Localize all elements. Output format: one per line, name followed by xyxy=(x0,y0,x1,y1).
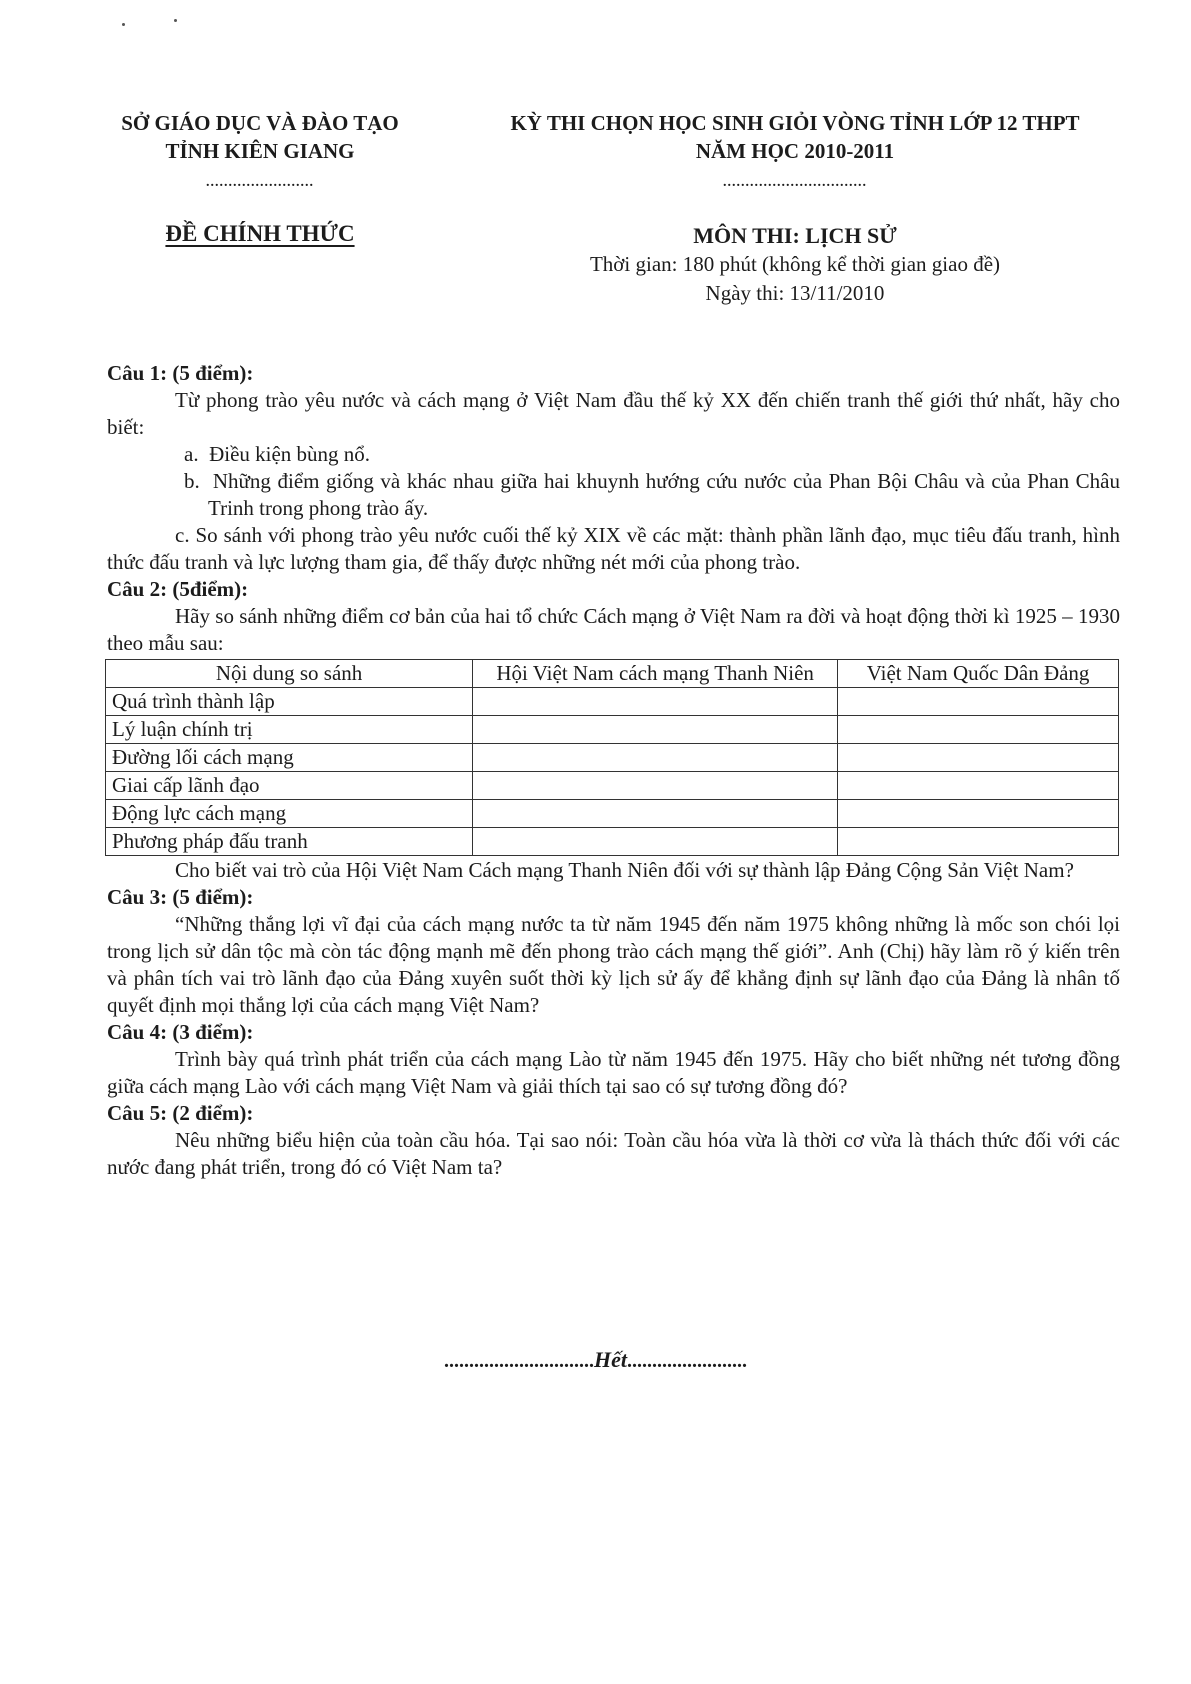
table-row xyxy=(106,828,1119,856)
question-1-intro: Từ phong trào yêu nước và cách mạng ở Việt Nam đầu thế kỷ XX đến chiến tranh thế giới thứ nhất, hãy cho biết: xyxy=(107,388,1120,439)
table-header-cell: Hội Việt Nam cách mạng Thanh Niên xyxy=(473,660,838,688)
table-row xyxy=(106,688,1119,716)
school-year: NĂM HỌC 2010-2011 xyxy=(695,139,895,163)
department-name: SỞ GIÁO DỤC VÀ ĐÀO TẠO xyxy=(121,111,399,135)
exam-separator: ................................ xyxy=(723,175,867,190)
table-row xyxy=(106,772,1119,800)
table-row-label: Lý luận chính trị xyxy=(106,716,473,744)
scan-speck xyxy=(122,23,125,26)
question-1-heading: Câu 1: (5 điểm): xyxy=(107,361,254,385)
province-name: TỈNH KIÊN GIANG xyxy=(165,139,355,163)
question-1-item-c: c. So sánh với phong trào yêu nước cuối thế kỷ XIX về các mặt: thành phần lãnh đạo, mục tiêu đấu tranh, hình thức đấu tranh và lực lượng tham gia, để thấy được những nét mới của phong trào. xyxy=(107,523,1120,574)
end-dots-right: ........................ xyxy=(627,1350,747,1372)
question-1-item-b: b. Những điểm giống và khác nhau giữa hai khuynh hướng cứu nước của Phan Bội Châu và của Phan Châu Trinh trong phong trào ấy. xyxy=(184,469,1120,520)
table-row-label: Giai cấp lãnh đạo xyxy=(106,772,473,800)
question-2-intro: Hãy so sánh những điểm cơ bản của hai tổ chức Cách mạng ở Việt Nam ra đời và hoạt động thời kì 1925 – 1930 theo mẫu sau: xyxy=(107,604,1120,655)
question-5-text: Nêu những biểu hiện của toàn cầu hóa. Tại sao nói: Toàn cầu hóa vừa là thời cơ vừa là thách thức đối với các nước đang phát triển, trong đó có Việt Nam ta? xyxy=(107,1128,1120,1179)
exam-title: KỲ THI CHỌN HỌC SINH GIỎI VÒNG TỈNH LỚP 12 THPT xyxy=(510,111,1080,135)
table-row-label: Quá trình thành lập xyxy=(106,688,473,716)
table-header-row xyxy=(106,660,1119,688)
question-1-item-a: a. Điều kiện bùng nổ. xyxy=(184,442,371,466)
question-2-followup: Cho biết vai trò của Hội Việt Nam Cách mạng Thanh Niên đối với sự thành lập Đảng Cộng Sản Việt Nam? xyxy=(175,858,1074,882)
table-header-cell: Nội dung so sánh xyxy=(106,660,473,688)
table-row xyxy=(106,744,1119,772)
table-cell-empty xyxy=(473,716,838,744)
subject-title: MÔN THI: LỊCH SỬ xyxy=(693,223,897,248)
department-separator: ........................ xyxy=(206,175,314,190)
comparison-table xyxy=(105,659,1119,856)
end-marker xyxy=(0,1347,1191,1373)
table-cell-empty xyxy=(838,772,1119,800)
table-cell-empty xyxy=(473,828,838,856)
official-text: ĐỀ CHÍNH THỨC xyxy=(165,221,355,246)
table-cell-empty xyxy=(473,800,838,828)
table-cell-empty xyxy=(473,772,838,800)
department-header xyxy=(95,109,425,193)
scan-speck xyxy=(174,19,177,22)
table-row xyxy=(106,800,1119,828)
table-header-cell: Việt Nam Quốc Dân Đảng xyxy=(838,660,1119,688)
exam-header xyxy=(450,109,1140,193)
official-label xyxy=(95,221,425,247)
table-row-label: Đường lối cách mạng xyxy=(106,744,473,772)
question-2-heading: Câu 2: (5điểm): xyxy=(107,577,249,601)
question-3-text: “Những thắng lợi vĩ đại của cách mạng nước ta từ năm 1945 đến năm 1975 không những là mốc son chói lọi trong lịch sử dân tộc mà còn tác động mạnh mẽ đến phong trào cách mạng thế giới”. Anh (Chị) hãy làm rõ ý kiến trên và phân tích vai trò lãnh đạo của Đảng xuyên suốt thời kỳ lịch sử ấy để khẳng định sự lãnh đạo của Đảng là nhân tố quyết định mọi thắng lợi của cách mạng Việt Nam? xyxy=(107,912,1120,1017)
table-row-label: Động lực cách mạng xyxy=(106,800,473,828)
table-row xyxy=(106,716,1119,744)
exam-duration: Thời gian: 180 phút (không kể thời gian giao đề) xyxy=(589,252,1001,276)
table-cell-empty xyxy=(838,828,1119,856)
question-4-text: Trình bày quá trình phát triển của cách mạng Lào từ năm 1945 đến 1975. Hãy cho biết những nét tương đồng giữa cách mạng Lào với cách mạng Việt Nam và giải thích tại sao có sự tương đồng đó? xyxy=(107,1047,1120,1098)
question-3-heading: Câu 3: (5 điểm): xyxy=(107,885,254,909)
question-5-heading: Câu 5: (2 điểm): xyxy=(107,1101,254,1125)
subject-block xyxy=(450,221,1140,308)
end-dots-left: .............................. xyxy=(444,1350,594,1372)
table-cell-empty xyxy=(838,688,1119,716)
table-cell-empty xyxy=(838,716,1119,744)
table-cell-empty xyxy=(473,688,838,716)
table-cell-empty xyxy=(838,800,1119,828)
end-text: Hết xyxy=(594,1347,627,1372)
question-4-heading: Câu 4: (3 điểm): xyxy=(107,1020,254,1044)
table-cell-empty xyxy=(473,744,838,772)
table-cell-empty xyxy=(838,744,1119,772)
exam-date: Ngày thi: 13/11/2010 xyxy=(705,281,885,305)
table-row-label: Phương pháp đấu tranh xyxy=(106,828,473,856)
questions xyxy=(107,360,1120,1181)
